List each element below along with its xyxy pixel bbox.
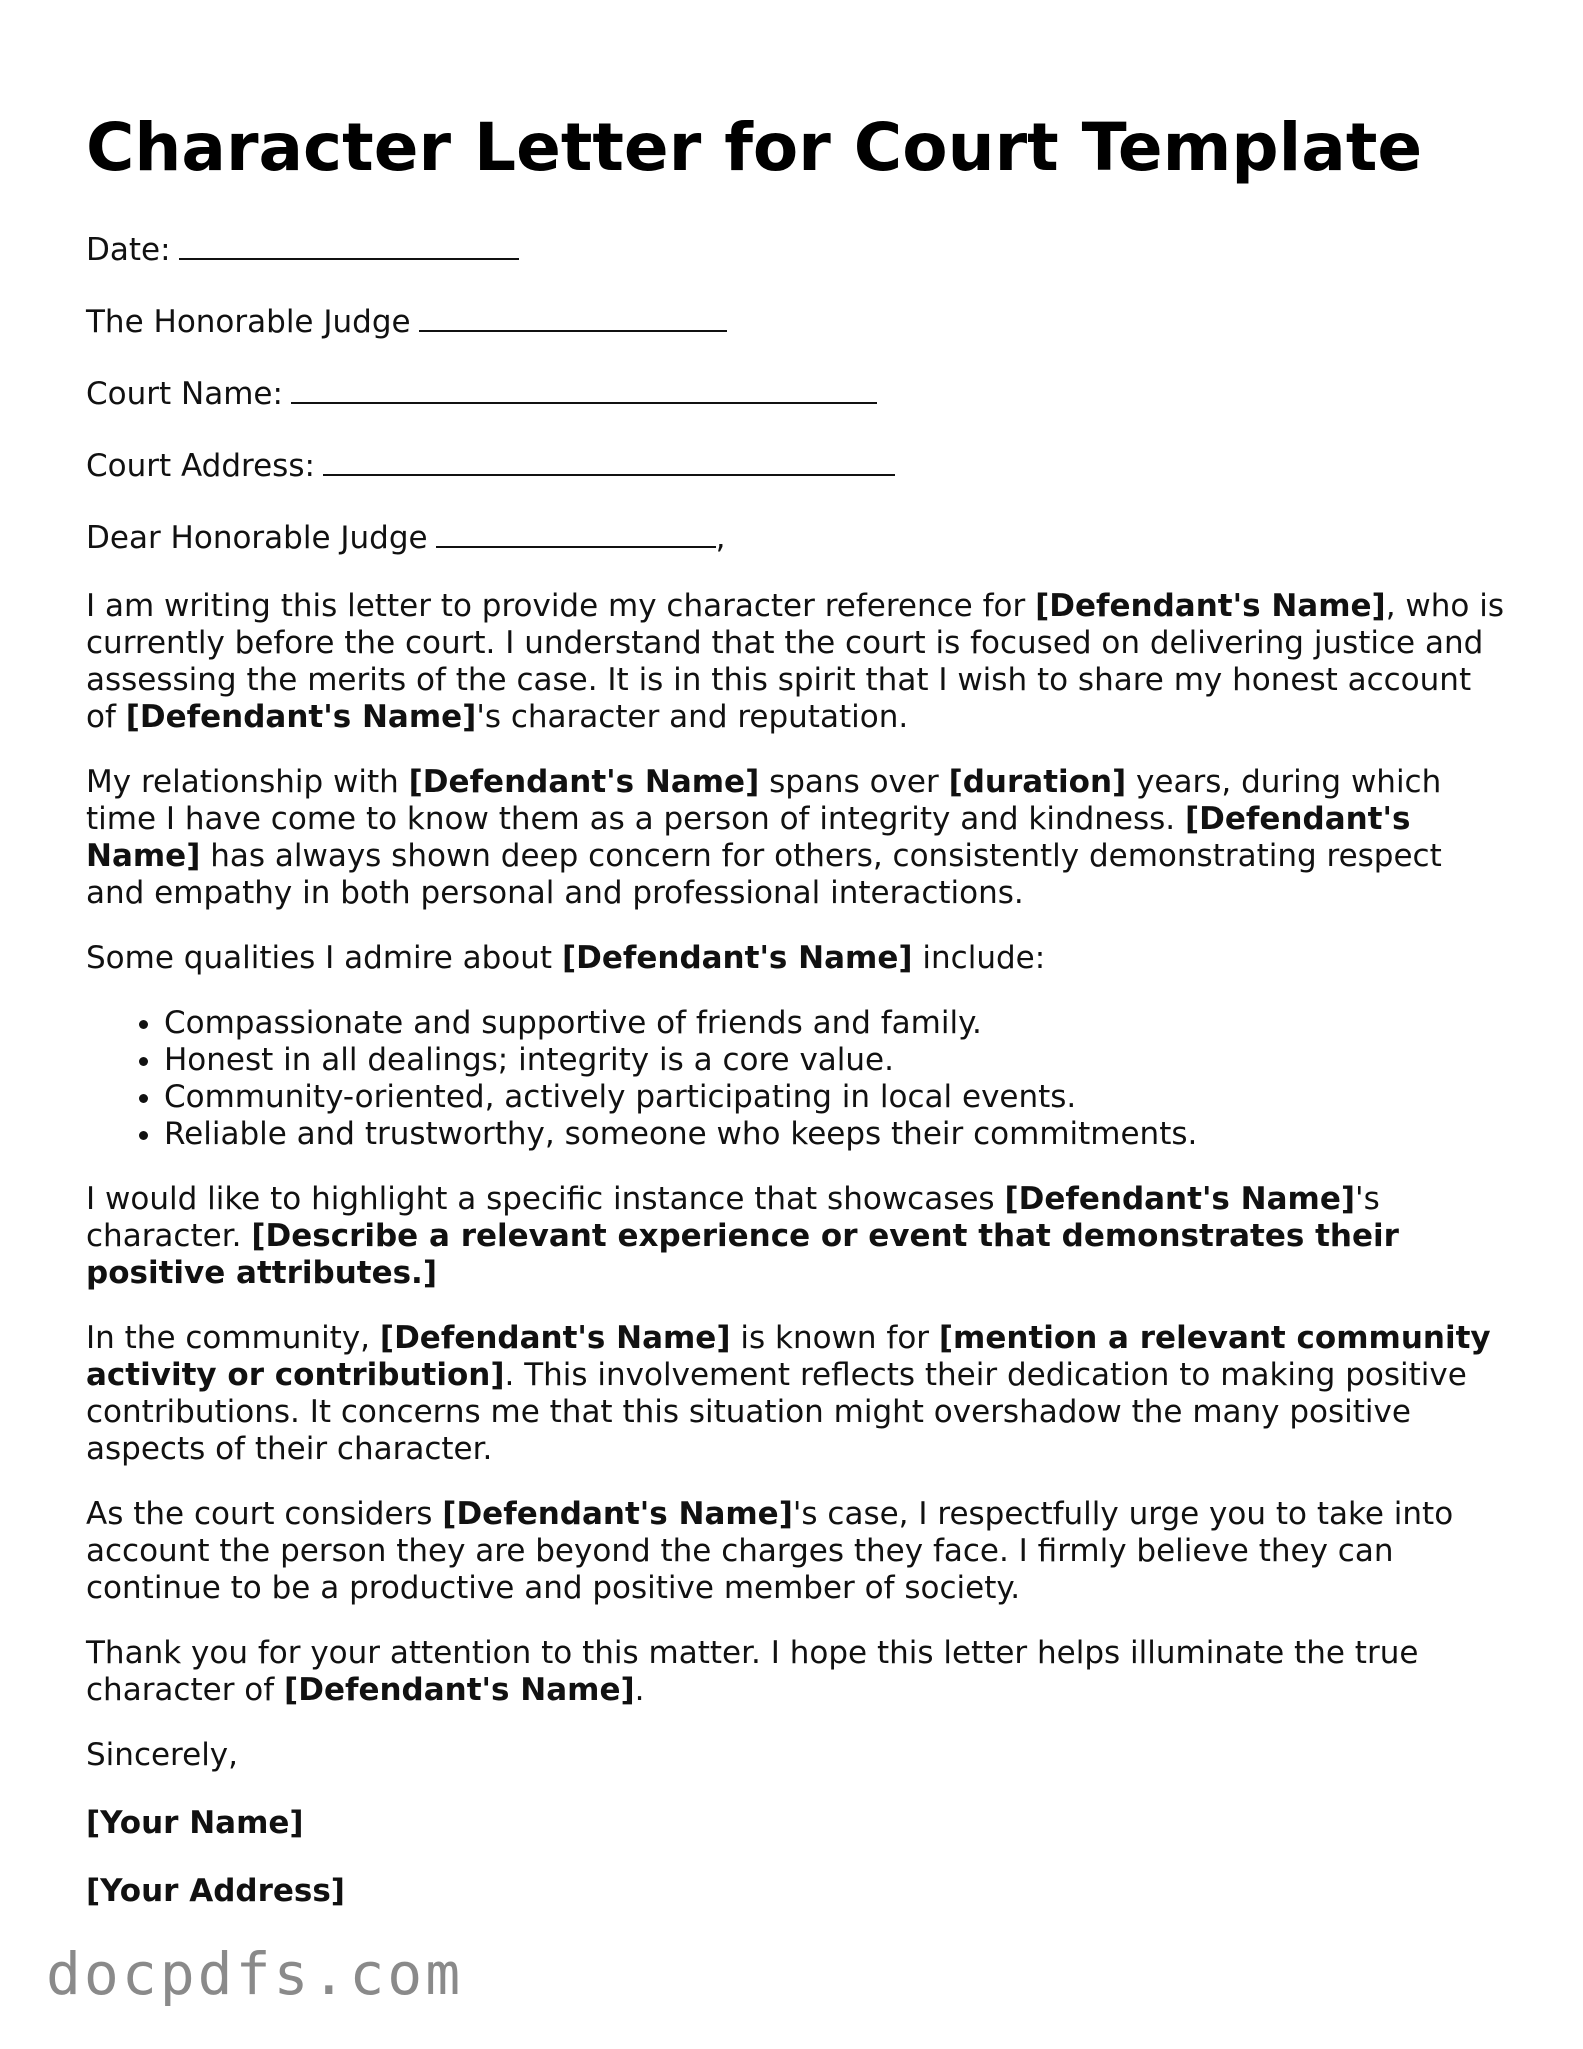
qualities-list — [86, 1005, 1506, 1153]
p3-text-b: include: — [912, 940, 1046, 976]
closing: Sincerely, — [86, 1737, 239, 1773]
judge-blank[interactable] — [419, 300, 727, 332]
judge-label: The Honorable Judge — [86, 304, 411, 340]
list-item: • Compassionate and supportive of friends and family. — [164, 1005, 1506, 1042]
defendant-placeholder: [Defendant's Name] — [86, 801, 1411, 874]
p7-text-b: . — [634, 1672, 645, 1708]
list-item: • Community-oriented, actively participating in local events. — [164, 1079, 1506, 1116]
court-name-field — [86, 372, 1506, 413]
paragraph-relationship — [86, 764, 1506, 912]
judge-field — [86, 300, 1506, 341]
p1-text-b: , who is currently before the court. I understand that the court is focused on delivering justice and assessing the merits of the case. It is in this spirit that I wish to share my honest account of — [86, 588, 1504, 735]
defendant-placeholder: [Defendant's Name] — [442, 1496, 793, 1532]
defendant-placeholder: [Defendant's Name] — [1004, 1181, 1356, 1217]
date-label: Date: — [86, 232, 171, 268]
p6-text-b: 's case, I respectfully urge you to take into account the person they are beyond the charges they face. I firmly believe they can continue to be a productive and positive member of society. — [86, 1496, 1454, 1606]
defendant-placeholder: [Defendant's Name] — [379, 1320, 731, 1356]
court-name-label: Court Name: — [86, 376, 283, 412]
salutation-label: Dear Honorable Judge — [86, 520, 428, 556]
p4-text-b: 's character. — [86, 1181, 1380, 1254]
list-item: • Reliable and trustworthy, someone who keeps their commitments. — [164, 1116, 1506, 1153]
p4-text-a: I would like to highlight a specific instance that showcases — [86, 1181, 1005, 1217]
date-field — [86, 228, 1506, 269]
p2-text-d: has always shown deep concern for others, consistently demonstrating respect and empathy in both personal and professional interactions. — [86, 838, 1442, 911]
p2-text-b: spans over — [759, 764, 949, 800]
paragraph-thanks — [86, 1635, 1506, 1709]
salutation-comma: , — [715, 520, 726, 556]
community-placeholder: [mention a relevant community activity or contribution] — [86, 1320, 1491, 1393]
p5-text-a: In the community, — [86, 1320, 380, 1356]
paragraph-case — [86, 1496, 1506, 1607]
p1-text-a: I am writing this letter to provide my character reference for — [86, 588, 1036, 624]
p1-text-c: 's character and reputation. — [476, 699, 909, 735]
letter-page — [86, 108, 1506, 1941]
court-address-blank[interactable] — [323, 444, 895, 476]
court-address-label: Court Address: — [86, 448, 315, 484]
your-address-placeholder: [Your Address] — [86, 1873, 345, 1909]
p5-text-c: . This involvement reflects their dedication to making positive contributions. It concerns me that this situation might overshadow the many positive aspects of their character. — [86, 1357, 1467, 1467]
court-name-blank[interactable] — [291, 372, 877, 404]
salutation — [86, 516, 1506, 557]
signature-name — [86, 1805, 1506, 1842]
p6-text-a: As the court considers — [86, 1496, 443, 1532]
paragraph-reference — [86, 588, 1506, 736]
defendant-placeholder: [Defendant's Name] — [561, 940, 913, 976]
list-item: • Honest in all dealings; integrity is a core value. — [164, 1042, 1506, 1079]
watermark: docpdfs.com — [46, 1940, 464, 2008]
p2-text-a: My relationship with — [86, 764, 409, 800]
defendant-placeholder: [Defendant's Name] — [284, 1672, 635, 1708]
defendant-placeholder: [Defendant's Name] — [1035, 588, 1386, 624]
court-address-field — [86, 444, 1506, 485]
date-blank[interactable] — [179, 228, 519, 260]
signature-address — [86, 1873, 1506, 1910]
paragraph-qualities-intro — [86, 940, 1506, 977]
paragraph-community — [86, 1320, 1506, 1468]
defendant-placeholder: [Defendant's Name] — [125, 699, 477, 735]
duration-placeholder: [duration] — [948, 764, 1127, 800]
p2-text-c: years, during which time I have come to know them as a person of integrity and kindness. — [86, 764, 1442, 837]
page-title: Character Letter for Court Template — [86, 109, 1423, 186]
paragraph-instance — [86, 1181, 1506, 1292]
p7-text-a: Thank you for your attention to this matter. I hope this letter helps illuminate the true character of — [86, 1635, 1419, 1708]
p3-text-a: Some qualities I admire about — [86, 940, 562, 976]
experience-placeholder: [Describe a relevant experience or event that demonstrates their positive attributes.] — [86, 1218, 1399, 1291]
your-name-placeholder: [Your Name] — [86, 1805, 304, 1841]
defendant-placeholder: [Defendant's Name] — [408, 764, 760, 800]
salutation-blank[interactable] — [436, 516, 716, 548]
p5-text-b: is known for — [730, 1320, 939, 1356]
